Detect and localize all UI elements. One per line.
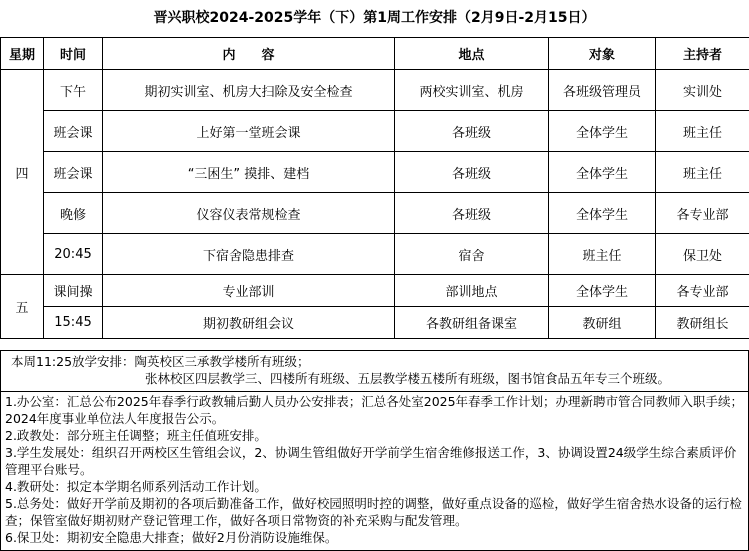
table-row xyxy=(1,275,749,307)
cell-content: 期初教研组会议 xyxy=(103,307,395,339)
cell-host: 班主任 xyxy=(656,111,749,152)
list-item: 2.政教处：部分班主任调整；班主任值班安排。 xyxy=(5,428,267,443)
cell-content: 下宿舍隐患排查 xyxy=(103,234,395,275)
header-content: 内 容 xyxy=(103,38,395,70)
notice-line-1: 本周11:25放学安排：陶英校区三承教学楼所有班级； xyxy=(11,354,310,369)
cell-location: 各班级 xyxy=(395,193,549,234)
department-items xyxy=(1,392,748,547)
cell-location: 两校实训室、机房 xyxy=(395,70,549,111)
header-target: 对象 xyxy=(549,38,656,70)
table-row xyxy=(1,152,749,193)
cell-target: 全体学生 xyxy=(549,111,656,152)
header-time: 时间 xyxy=(44,38,103,70)
table-row xyxy=(1,70,749,111)
table-row xyxy=(1,111,749,152)
page-title: 晋兴职校2024-2025学年（下）第1周工作安排（2月9日-2月15日） xyxy=(153,10,596,26)
cell-target: 教研组 xyxy=(549,307,656,339)
table-row xyxy=(1,234,749,275)
cell-target: 全体学生 xyxy=(549,275,656,307)
cell-content: “三困生” 摸排、建档 xyxy=(103,152,395,193)
table-row xyxy=(1,193,749,234)
cell-location: 各教研组备课室 xyxy=(395,307,549,339)
list-item: 1.办公室：汇总公布2025年春季行政教辅后勤人员办公安排表；汇总各处室2025年春季工作计划；办理新聘市管合同教师入职手续；2024年度事业单位法人年度报告公示。 xyxy=(5,394,744,426)
weekday-thursday: 四 xyxy=(1,70,44,275)
cell-host: 各专业部 xyxy=(656,193,749,234)
cell-host: 各专业部 xyxy=(656,275,749,307)
list-item: 4.教研处：拟定本学期名师系列活动工作计划。 xyxy=(5,479,267,494)
header-location: 地点 xyxy=(395,38,549,70)
cell-target: 班主任 xyxy=(549,234,656,275)
cell-target: 全体学生 xyxy=(549,152,656,193)
list-item: 6.保卫处：期初安全隐患大排查；做好2月份消防设施维保。 xyxy=(5,530,338,545)
cell-time: 下午 xyxy=(44,70,103,111)
notes-section xyxy=(0,350,749,551)
cell-location: 部训地点 xyxy=(395,275,549,307)
cell-content: 期初实训室、机房大扫除及安全检查 xyxy=(103,70,395,111)
header-row xyxy=(1,38,749,70)
cell-content: 上好第一堂班会课 xyxy=(103,111,395,152)
list-item: 5.总务处：做好开学前及期初的各项后勤准备工作，做好校园照明时控的调整，做好重点设备的巡检，做好学生宿舍热水设备的运行检查；保管室做好期初财产登记管理工作，做好各项日常物资的补充采购与配发管理。 xyxy=(5,496,742,528)
cell-host: 教研组长 xyxy=(656,307,749,339)
list-item: 3.学生发展处：组织召开两校区生管组会议，2、协调生管组做好开学前学生宿舍维修报送工作，3、协调设置24级学生综合素质评价管理平台账号。 xyxy=(5,445,737,477)
cell-time: 晚修 xyxy=(44,193,103,234)
cell-target: 各班级管理员 xyxy=(549,70,656,111)
schedule-table xyxy=(0,37,749,339)
weekday-friday: 五 xyxy=(1,275,44,339)
notice-line-2: 张林校区四层教学三、四楼所有班级、五层教学楼五楼所有班级，图书馆食品五年专三个班级。 xyxy=(145,371,671,386)
cell-location: 各班级 xyxy=(395,152,549,193)
cell-location: 宿舍 xyxy=(395,234,549,275)
cell-host: 保卫处 xyxy=(656,234,749,275)
cell-time: 班会课 xyxy=(44,111,103,152)
cell-time: 15:45 xyxy=(44,307,103,339)
cell-time: 20:45 xyxy=(44,234,103,275)
dismissal-notice xyxy=(1,351,748,392)
cell-target: 全体学生 xyxy=(549,193,656,234)
cell-host: 班主任 xyxy=(656,152,749,193)
cell-content: 仪容仪表常规检查 xyxy=(103,193,395,234)
header-weekday: 星期 xyxy=(1,38,44,70)
cell-host: 实训处 xyxy=(656,70,749,111)
header-host: 主持者 xyxy=(656,38,749,70)
cell-content: 专业部训 xyxy=(103,275,395,307)
cell-location: 各班级 xyxy=(395,111,549,152)
table-row xyxy=(1,307,749,339)
cell-time: 课间操 xyxy=(44,275,103,307)
cell-time: 班会课 xyxy=(44,152,103,193)
